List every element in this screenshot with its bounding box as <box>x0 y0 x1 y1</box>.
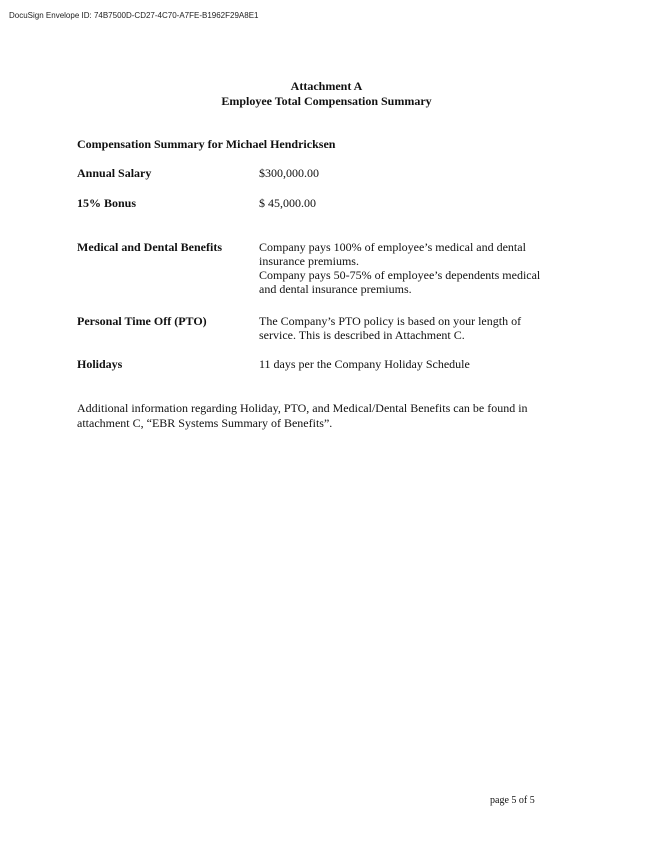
additional-info-line-1: Additional information regarding Holiday, PTO, and Medical/Dental Benefits can be found in <box>77 401 528 415</box>
row-label: Annual Salary <box>77 166 152 180</box>
additional-info <box>77 401 577 431</box>
value-line: The Company’s PTO policy is based on your length of <box>259 314 522 328</box>
value-line: insurance premiums. <box>259 254 359 268</box>
value-line: $300,000.00 <box>259 166 319 180</box>
value-line: $ 45,000.00 <box>259 196 316 210</box>
row-label: Medical and Dental Benefits <box>77 240 222 254</box>
value-line: Company pays 100% of employee’s medical and dental <box>259 240 526 254</box>
value-line: Company pays 50-75% of employee’s dependents medical <box>259 268 541 282</box>
row-label: 15% Bonus <box>77 196 137 210</box>
summary-heading: Compensation Summary for Michael Hendricksen <box>77 137 336 151</box>
row-value <box>259 314 579 342</box>
value-line: service. This is described in Attachment C. <box>259 328 465 342</box>
value-line: and dental insurance premiums. <box>259 282 412 296</box>
envelope-id: DocuSign Envelope ID: 74B7500D-CD27-4C70-A7FE-B1962F29A8E1 <box>9 11 259 20</box>
page-number: page 5 of 5 <box>490 795 535 806</box>
row-value <box>259 196 579 210</box>
value-line: 11 days per the Company Holiday Schedule <box>259 357 470 371</box>
additional-info-line-2: attachment C, “EBR Systems Summary of Benefits”. <box>77 416 333 430</box>
row-value <box>259 240 579 296</box>
document-title <box>0 79 653 109</box>
row-value <box>259 357 579 371</box>
title-line-2: Employee Total Compensation Summary <box>221 94 432 108</box>
row-value <box>259 166 579 180</box>
title-line-1: Attachment A <box>290 79 363 93</box>
row-label: Personal Time Off (PTO) <box>77 314 207 328</box>
row-label: Holidays <box>77 357 123 371</box>
